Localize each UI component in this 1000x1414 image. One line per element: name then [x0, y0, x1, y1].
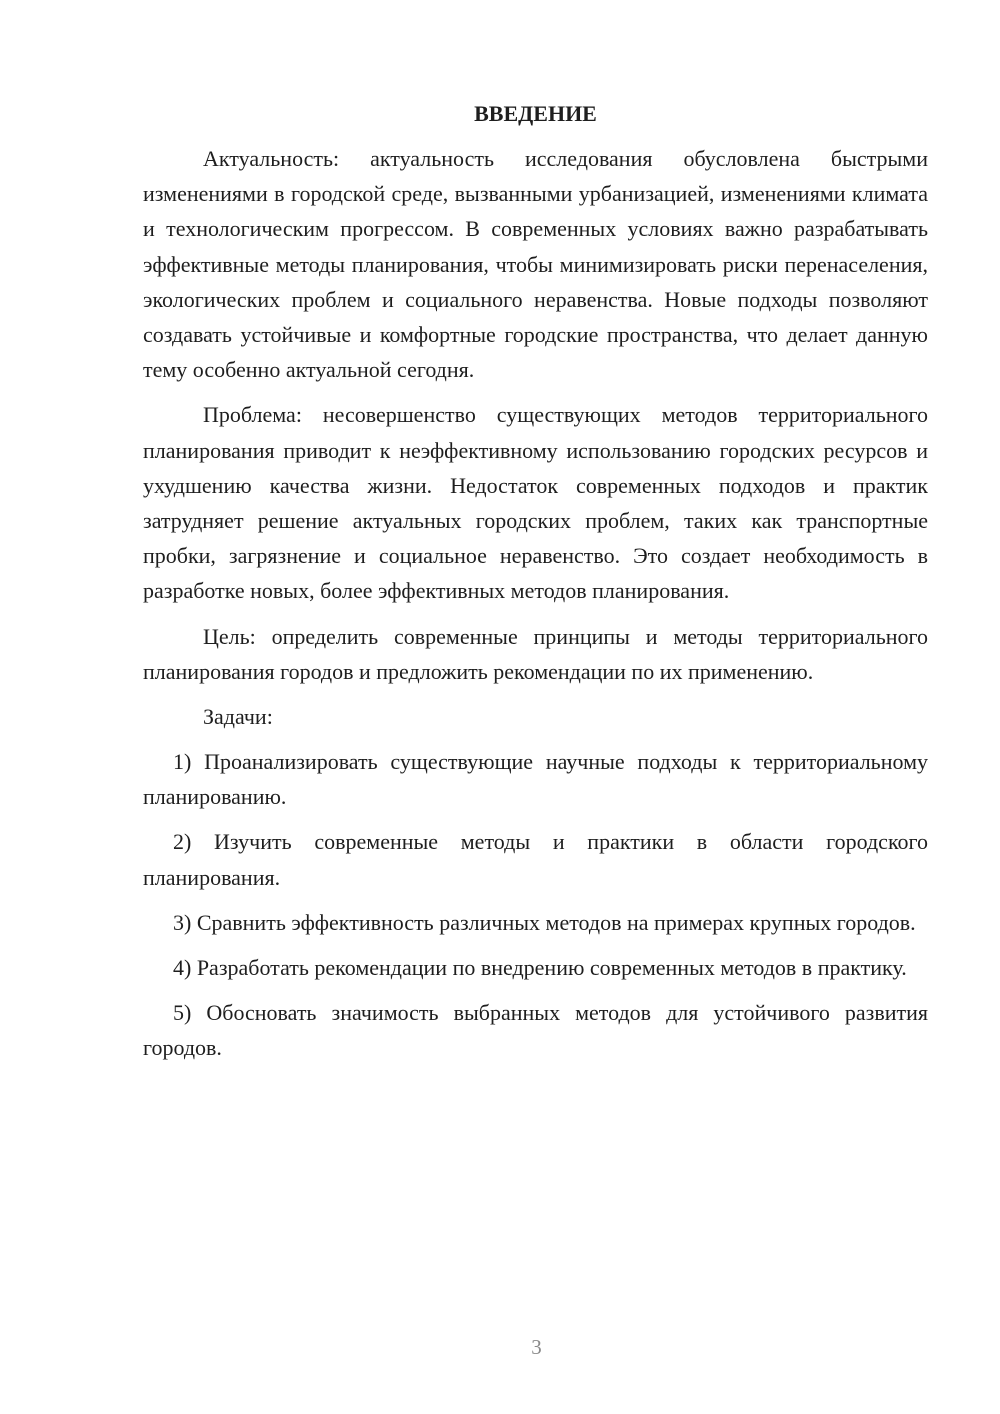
paragraph-goal: Цель: определить современные принципы и методы территориального планирования городов и предложить рекомендации по их применению.: [143, 623, 928, 684]
task-item: 2) Изучить современные методы и практики в области городского планирования.: [143, 829, 928, 890]
page-number: 3: [531, 1335, 542, 1359]
task-item: 5) Обосновать значимость выбранных методов для устойчивого развития городов.: [143, 1000, 928, 1061]
task-item: 4) Разработать рекомендации по внедрению современных методов в практику.: [173, 955, 907, 981]
page-content: [143, 96, 928, 1076]
tasks-heading: Задачи:: [203, 704, 273, 730]
task-item: 1) Проанализировать существующие научные подходы к территориальному планированию.: [143, 749, 928, 810]
paragraph-problem: Проблема: несовершенство существующих методов территориального планирования приводит к неэффективному использованию городских ресурсов и ухудшению качества жизни. Недостаток современных подходов и практик затрудняет решение актуальных городских проблем, таких как транспортные пробки, загрязнение и социальное неравенство. Это создает необходимость в разработке новых, более эффективных методов планирования.: [143, 402, 928, 604]
section-title: ВВЕДЕНИЕ: [474, 101, 597, 126]
paragraph-relevance: Актуальность: актуальность исследования обусловлена быстрыми изменениями в городской среде, вызванными урбанизацией, изменениями климата и технологическим прогрессом. В современных условиях важно разрабатывать эффективные методы планирования, чтобы минимизировать риски перенаселения, экологических проблем и социального неравенства. Новые подходы позволяют создавать устойчивые и комфортные городские пространства, что делает данную тему особенно актуальной сегодня.: [143, 146, 928, 383]
task-item: 3) Сравнить эффективность различных методов на примерах крупных городов.: [173, 909, 916, 935]
tasks-list: [143, 744, 928, 1066]
